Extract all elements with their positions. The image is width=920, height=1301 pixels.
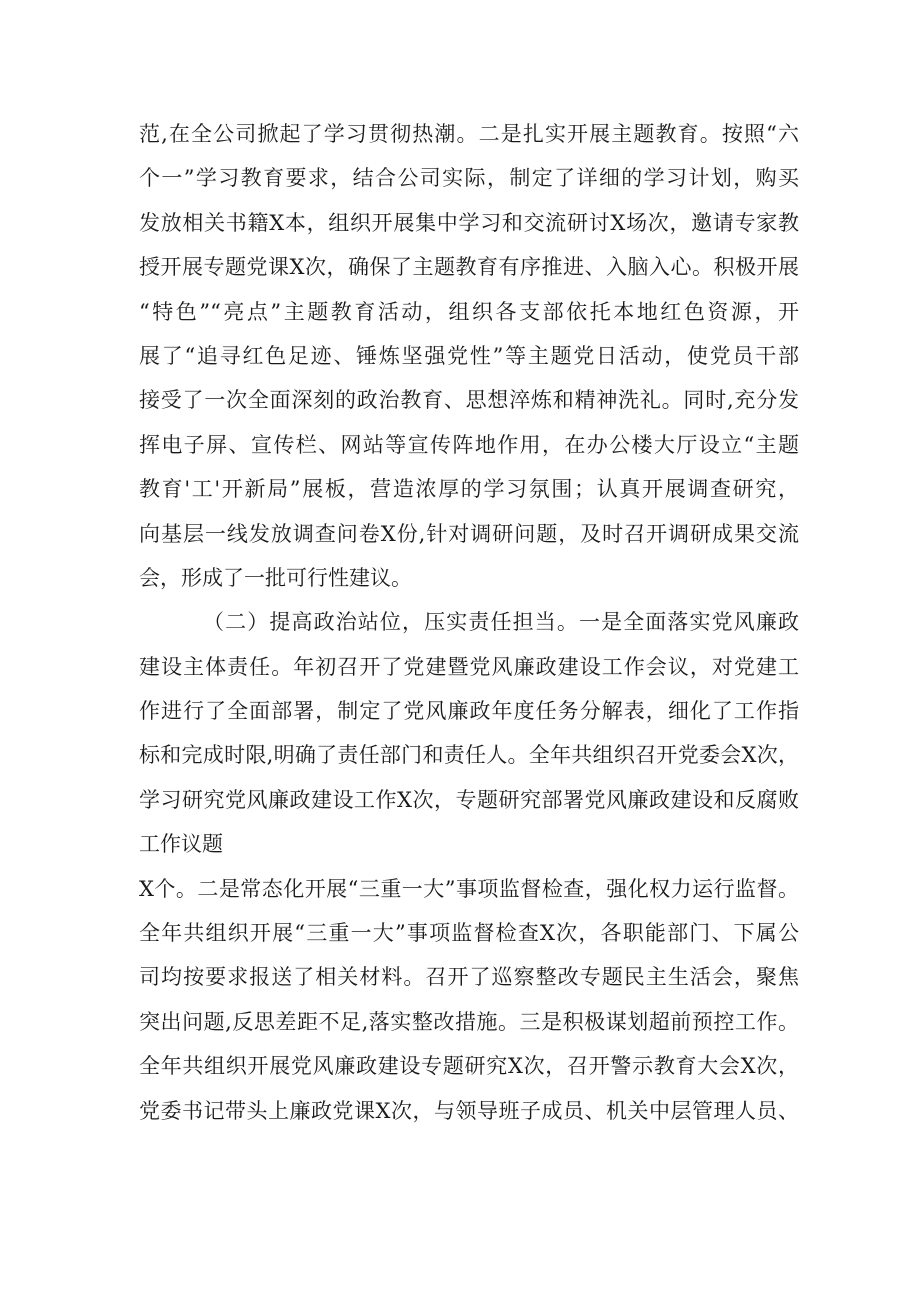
text-line: “特色”“亮点”主题教育活动，组织各支部依托本地红色资源，开 (139, 299, 799, 324)
text-line: 建设主体责任。年初召开了党建暨党风廉政建设工作会议，对党建工 (139, 654, 799, 679)
text-line: 范,在全公司掀起了学习贯彻热潮。二是扎实开展主题教育。按照“六 (139, 122, 799, 146)
section-heading-line: （二）提高政治站位，压实责任担当。一是全面落实党风廉政 (203, 610, 799, 635)
text-line: 全年共组织开展党风廉政建设专题研究X次，召开警示教育大会X次， (139, 1054, 799, 1079)
text-line: X个。二是常态化开展“三重一大”事项监督检查，强化权力运行监督。 (139, 876, 799, 901)
text-line: 接受了一次全面深刻的政治教育、思想淬炼和精神洗礼。同时,充分发 (139, 388, 799, 413)
text-line: 教育'工'开新局”展板，营造浓厚的学习氛围；认真开展调查研究， (139, 477, 799, 502)
text-line: 学习研究党风廉政建设工作X次，专题研究部署党风廉政建设和反腐败 (139, 787, 799, 812)
text-line: 全年共组织开展“三重一大”事项监督检查X次，各职能部门、下属公 (139, 921, 799, 946)
text-line: 作进行了全面部署，制定了党风廉政年度任务分解表，细化了工作指 (139, 699, 799, 724)
text-line: 发放相关书籍X本，组织开展集中学习和交流研讨X场次，邀请专家教 (139, 210, 799, 235)
text-line: 向基层一线发放调查问卷X份,针对调研问题，及时召开调研成果交流 (139, 521, 799, 546)
text-line: 挥电子屏、宣传栏、网站等宣传阵地作用，在办公楼大厅设立“主题 (139, 432, 799, 457)
text-line: 个一”学习教育要求，结合公司实际，制定了详细的学习计划，购买 (139, 166, 799, 191)
text-line: 突出问题,反思差距不足,落实整改措施。三是积极谋划超前预控工作。 (139, 1009, 799, 1034)
text-line-break: 工作议题 (139, 832, 223, 857)
text-line: 司均按要求报送了相关材料。召开了巡察整改专题民主生活会，聚焦 (139, 965, 799, 990)
text-line: 授开展专题党课X次，确保了主题教育有序推进、入脑入心。积极开展 (139, 255, 799, 280)
text-line: 党委书记带头上廉政党课X次，与领导班子成员、机关中层管理人员、 (139, 1098, 799, 1123)
text-line-paragraph-end: 会，形成了一批可行性建议。 (139, 565, 412, 590)
text-line: 标和完成时限,明确了责任部门和责任人。全年共组织召开党委会X次， (139, 743, 799, 768)
text-line: 展了“追寻红色足迹、锤炼坚强党性”等主题党日活动，使党员干部 (139, 343, 799, 368)
body-text (139, 112, 799, 1133)
